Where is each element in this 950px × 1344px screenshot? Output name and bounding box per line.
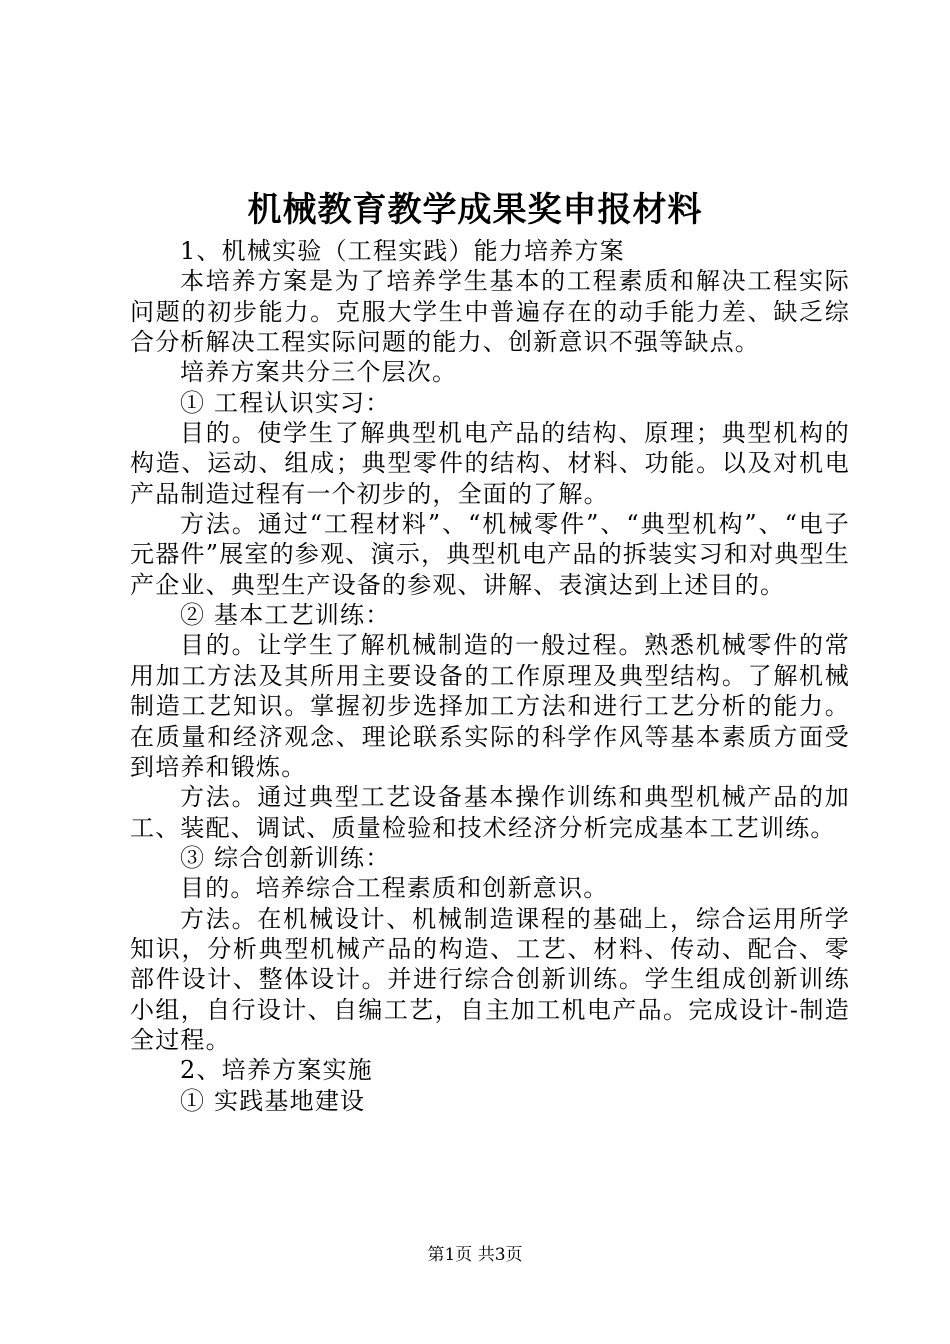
paragraph: 目的。培养综合工程素质和创新意识。 (180, 874, 609, 903)
document-body (130, 236, 850, 1116)
paragraph: 目的。让学生了解机械制造的一般过程。熟悉机械零件的常用加工方法及其所用主要设备的工作原理及典型结构。了解机械制造工艺知识。掌握初步选择加工方法和进行工艺分析的能力。在质量和经济观念、理论联系实际的科学作风等基本素质方面受到培养和锻炼。 (130, 631, 850, 781)
paragraph: 方法。通过“工程材料”、“机械零件”、“典型机构”、“电子元器件”展室的参观、演示，典型机电产品的拆装实习和对典型生产企业、典型生产设备的参观、讲解、表演达到上述目的。 (130, 510, 850, 599)
page-footer: 第1页 共3页 (427, 1245, 523, 1265)
paragraph: 目的。使学生了解典型机电产品的结构、原理；典型机构的构造、运动、组成；典型零件的结构、材料、功能。以及对机电产品制造过程有一个初步的，全面的了解。 (130, 419, 850, 508)
paragraph: 本培养方案是为了培养学生基本的工程素质和解决工程实际问题的初步能力。克服大学生中普遍存在的动手能力差、缺乏综合分析解决工程实际问题的能力、创新意识不强等缺点。 (130, 267, 850, 357)
document-title: 机械教育教学成果奖申报材料 (247, 190, 703, 230)
subheading-level-2: ② 基本工艺训练： (180, 601, 391, 630)
subheading-practice-base: ① 实践基地建设 (180, 1086, 366, 1115)
paragraph: 方法。通过典型工艺设备基本操作训练和典型机械产品的加工、装配、调试、质量检验和技术经济分析完成基本工艺训练。 (130, 783, 850, 842)
paragraph: 方法。在机械设计、机械制造课程的基础上，综合运用所学知识，分析典型机械产品的构造、工艺、材料、传动、配合、零部件设计、整体设计。并进行综合创新训练。学生组成创新训练小组，自行设计、自编工艺，自主加工机电产品。完成设计-制造全过程。 (130, 904, 850, 1054)
subheading-level-3: ③ 综合创新训练： (180, 843, 391, 872)
section-heading-2: 2、培养方案实施 (180, 1056, 373, 1085)
section-heading-1: 1、机械实验（工程实践）能力培养方案 (180, 237, 625, 265)
paragraph: 培养方案共分三个层次。 (180, 358, 458, 387)
subheading-level-1: ① 工程认识实习： (180, 388, 391, 417)
